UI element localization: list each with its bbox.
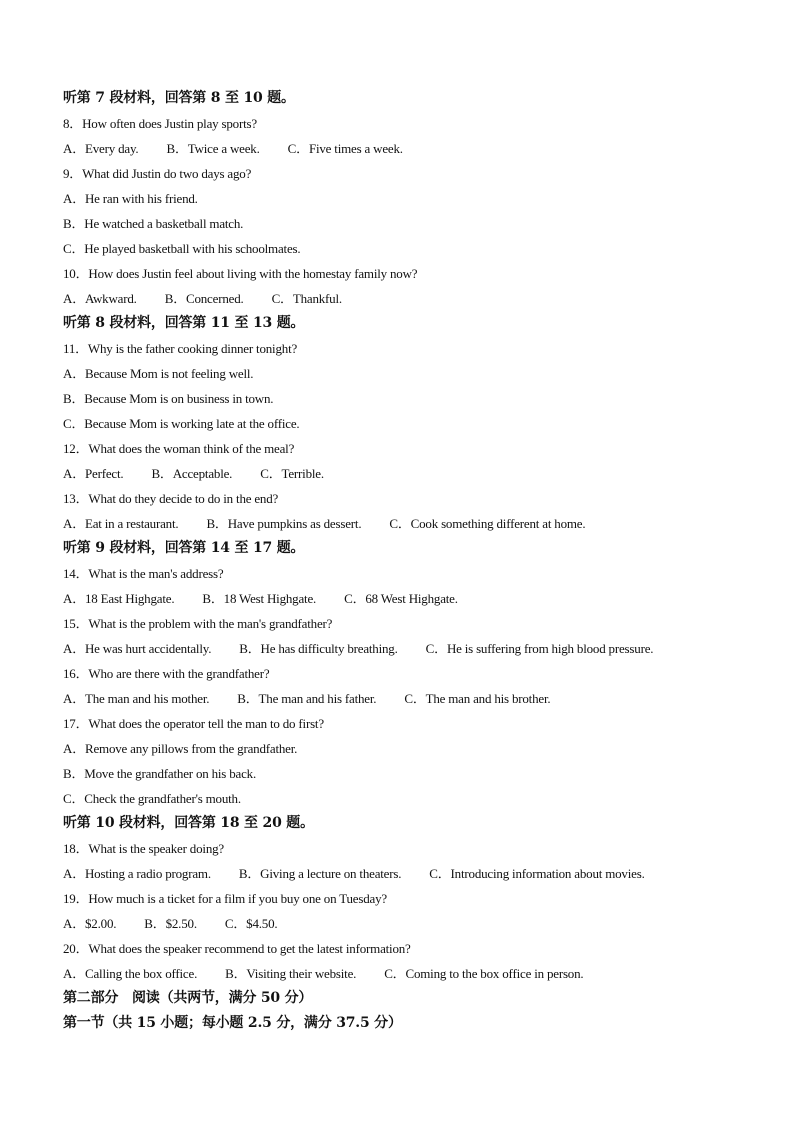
options-8 [63, 136, 763, 161]
subsection-heading: 第一节（共 15 小题；每小题 2.5 分，满分 37.5 分） [63, 1015, 402, 1031]
question-11: 11．Why is the father cooking dinner tonight? [63, 341, 298, 356]
options-10 [63, 286, 763, 311]
option-c: C．Cook something different at home. [389, 516, 586, 531]
options-18 [63, 861, 763, 886]
option-a: A．Every day. [63, 141, 139, 156]
question-19: 19．How much is a ticket for a film if you buy one on Tuesday? [63, 891, 387, 906]
option-c: C．Check the grandfather's mouth. [63, 791, 241, 806]
question-8: 8．How often does Justin play sports? [63, 116, 257, 131]
option-a: A．The man and his mother. [63, 691, 210, 706]
part-heading: 第二部分 阅读（共两节，满分 50 分） [63, 990, 313, 1006]
question-15: 15．What is the problem with the man's grandfather? [63, 616, 333, 631]
question-16: 16．Who are there with the grandfather? [63, 666, 270, 681]
question-12: 12．What does the woman think of the meal? [63, 441, 295, 456]
option-a: A．Because Mom is not feeling well. [63, 366, 254, 381]
option-b: B．Visiting their website. [225, 966, 357, 981]
option-b: B．Concerned. [164, 291, 244, 306]
option-a: A．$2.00. [63, 916, 117, 931]
option-c: C．68 West Highgate. [344, 591, 458, 606]
question-18: 18．What is the speaker doing? [63, 841, 224, 856]
question-14: 14．What is the man's address? [63, 566, 224, 581]
option-c: C．Thankful. [271, 291, 342, 306]
question-17: 17．What does the operator tell the man to do first? [63, 716, 324, 731]
option-c: C．Terrible. [260, 466, 324, 481]
option-b: B．Because Mom is on business in town. [63, 391, 274, 406]
question-9: 9．What did Justin do two days ago? [63, 166, 252, 181]
option-c: C．Because Mom is working late at the office. [63, 416, 300, 431]
option-b: B．The man and his father. [237, 691, 377, 706]
option-c: C．The man and his brother. [404, 691, 551, 706]
option-b: B．Giving a lecture on theaters. [238, 866, 402, 881]
options-19 [63, 911, 763, 936]
options-13 [63, 511, 763, 536]
option-c: C．Coming to the box office in person. [384, 966, 584, 981]
option-a: A．Awkward. [63, 291, 137, 306]
question-20: 20．What does the speaker recommend to get the latest information? [63, 941, 411, 956]
option-b: B．$2.50. [144, 916, 197, 931]
question-13: 13．What do they decide to do in the end? [63, 491, 279, 506]
option-c: C．Introducing information about movies. [429, 866, 645, 881]
option-b: B．He has difficulty breathing. [239, 641, 398, 656]
option-b: B．Acceptable. [151, 466, 233, 481]
options-16 [63, 686, 763, 711]
options-20 [63, 961, 763, 986]
option-a: A．Hosting a radio program. [63, 866, 211, 881]
options-12 [63, 461, 763, 486]
section-heading: 听第 7 段材料，回答第 8 至 10 题。 [63, 90, 295, 106]
option-b: B．18 West Highgate. [202, 591, 317, 606]
option-a: A．Calling the box office. [63, 966, 198, 981]
option-c: C．$4.50. [224, 916, 278, 931]
option-b: B．Twice a week. [166, 141, 260, 156]
options-15 [63, 636, 763, 661]
option-c: C．He is suffering from high blood pressure. [425, 641, 654, 656]
option-a: A．18 East Highgate. [63, 591, 175, 606]
option-c: C．He played basketball with his schoolmates. [63, 241, 301, 256]
option-b: B．Have pumpkins as dessert. [206, 516, 362, 531]
section-heading: 听第 10 段材料，回答第 18 至 20 题。 [63, 815, 314, 831]
question-10: 10．How does Justin feel about living with the homestay family now? [63, 266, 418, 281]
options-14 [63, 586, 763, 611]
option-a: A．Eat in a restaurant. [63, 516, 179, 531]
option-a: A．Perfect. [63, 466, 124, 481]
option-b: B．Move the grandfather on his back. [63, 766, 257, 781]
option-a: A．He ran with his friend. [63, 191, 198, 206]
option-a: A．He was hurt accidentally. [63, 641, 212, 656]
option-b: B．He watched a basketball match. [63, 216, 244, 231]
section-heading: 听第 8 段材料，回答第 11 至 13 题。 [63, 315, 305, 331]
exam-page [63, 86, 763, 1036]
section-heading: 听第 9 段材料，回答第 14 至 17 题。 [63, 540, 305, 556]
option-c: C．Five times a week. [287, 141, 403, 156]
option-a: A．Remove any pillows from the grandfather. [63, 741, 298, 756]
